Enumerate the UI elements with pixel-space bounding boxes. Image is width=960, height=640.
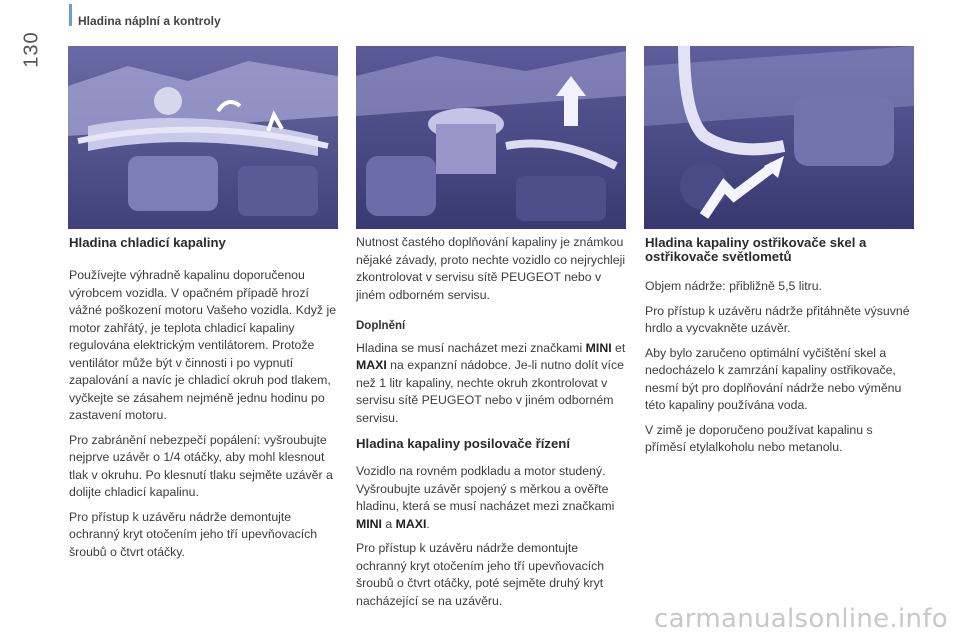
washer-fluid-illustration [644,46,914,229]
steering-text-b: a [381,516,396,531]
page-number: 130 [20,31,43,68]
coolant-paragraph-3: Pro přístup k uzávěru nádrže demontujte ochranný kryt otočením jeho tří upevňovacích šroubů o čtvrt otáčky. [69,509,318,559]
maxi-mark-label: MAXI [356,358,387,372]
coolant-section [69,236,341,568]
power-steering-paragraph-1 [356,463,630,533]
refill-text-b: et [611,340,626,355]
coolant-heading: Hladina chladicí kapaliny [69,235,226,250]
power-steering-heading: Hladina kapaliny posilovače řízení [356,436,571,451]
steering-text-c: . [426,516,430,531]
steering-text-a: Vozidlo na rovném podkladu a motor studený. Vyšroubujte uzávěr spojený s měrkou a ověřte hladinu, která se musí nacházet mezi značkami [356,464,615,513]
washer-heading: Hladina kapaliny ostřikovače skel a ostřikovače světlometů [645,235,867,264]
refill-warning-paragraph: Nutnost častého doplňování kapaliny je známkou nějaké závady, proto nechte vozidlo co nejrychleji zkontrolovat v servisu sítě PEUGEOT nebo v jiném odborném servisu. [356,235,626,302]
washer-paragraph-1: Objem nádrže: přibližně 5,5 litru. [645,279,823,293]
section-accent-bar [69,4,72,26]
refill-section [356,234,630,617]
refill-text-a: Hladina se musí nacházet mezi značkami [356,340,586,355]
washer-paragraph-4: V zimě je doporučeno používat kapalinu s příměsí etylalkoholu nebo metanolu. [645,422,873,454]
mini-mark-label: MINI [585,340,612,355]
refill-text-c: na expanzní nádobce. Je-li nutno dolít více než 1 litr kapaliny, nechte okruh zkontrolovat v servisu sítě PEUGEOT nebo v jiném odborném servisu. [356,358,624,425]
refill-subheading: Doplnění [356,320,406,332]
steering-maxi-label: MAXI [395,516,427,531]
washer-paragraph-3: Aby bylo zaručeno optimální vyčištění skel a nedocházelo k zamrzání kapaliny ostřikovače, nesmí být pro doplňování nádrže nebo výměnu této kapaliny používána voda. [645,345,902,412]
washer-section [645,236,915,464]
washer-paragraph-2: Pro přístup k uzávěru nádrže přitáhněte výsuvné hrdlo a vycvakněte uzávěr. [645,303,910,335]
coolant-paragraph-2: Pro zabránění nebezpečí popálení: vyšroubujte nejprve uzávěr o 1/4 otáčky, aby mohl klesnout tlak v okruhu. Po klesnutí tlaku sejměte uzávěr a dolijte chladicí kapalinu. [69,432,333,499]
steering-mini-label: MINI [356,516,382,531]
section-title: Hladina náplní a kontroly [78,14,221,28]
coolant-illustration [68,46,338,229]
refill-paragraph [356,340,630,428]
watermark: carmanualsonline.info [653,604,948,634]
power-steering-illustration [356,46,626,229]
power-steering-paragraph-2: Pro přístup k uzávěru nádrže demontujte ochranný kryt otočením jeho tří upevňovacích šroubů o čtvrt otáčky, poté sejměte druhý kryt nacházející se na uzávěru. [356,541,605,608]
coolant-paragraph-1: Používejte výhradně kapalinu doporučenou výrobcem vozidla. V opačném případě hrozí vážné poškození motoru Vašeho vozidla. Když je motor zahřátý, je teplota chladicí kapaliny regulována elektrickým ventilátorem. Protože ventilátor může být v činnosti i po vypnutí zapalování a navíc je chladicí okruh pod tlakem, vyčkejte se zásahem nejméně jednu hodinu po zastavení motoru. [69,268,337,422]
